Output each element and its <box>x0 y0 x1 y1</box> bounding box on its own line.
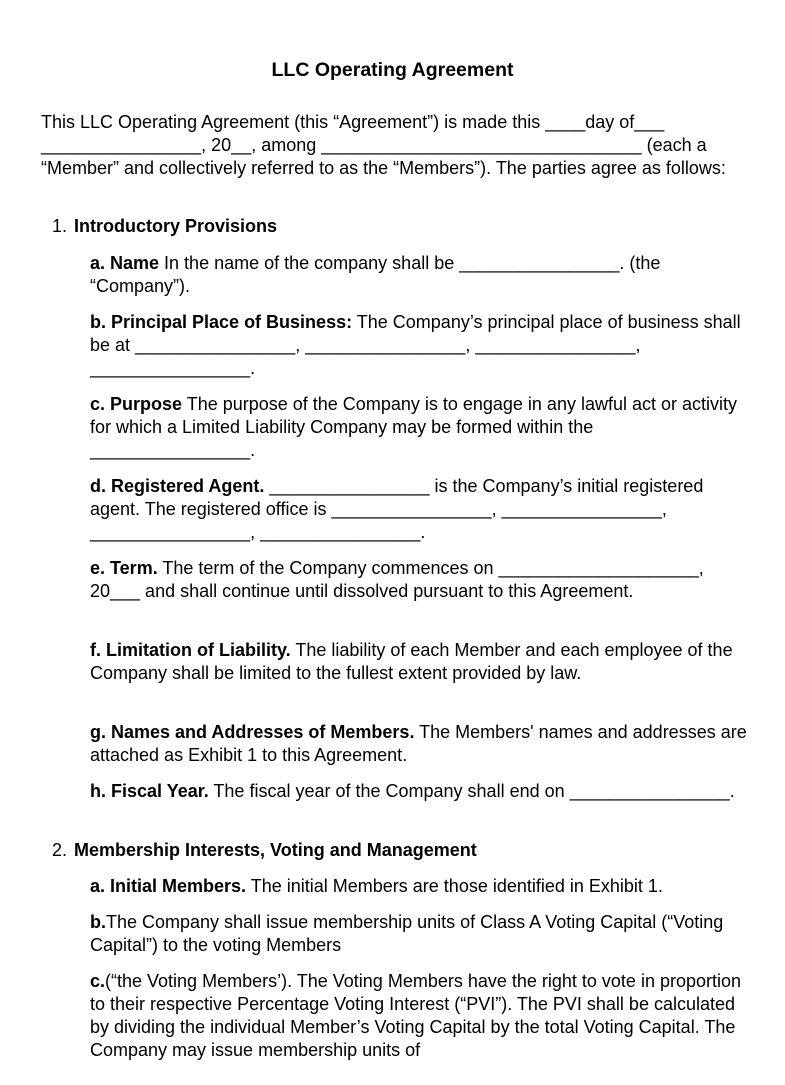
paragraph-fiscal-year <box>90 780 755 803</box>
paragraph-label: c. <box>90 971 106 991</box>
section-title: Introductory Provisions <box>74 216 278 236</box>
paragraph-label: a. Name <box>90 253 160 273</box>
paragraph-term <box>90 557 755 603</box>
paragraph-name <box>90 252 755 298</box>
paragraph-label: d. Registered Agent. <box>90 476 265 496</box>
paragraph-initial-members <box>90 875 755 898</box>
paragraph-label: f. Limitation of Liability. <box>90 640 291 660</box>
paragraph-text: The liability of each Member and each employee of the Company shall be limited to the fullest extent provided by law. <box>90 640 733 683</box>
paragraph-label: h. Fiscal Year. <box>90 781 209 801</box>
intro-paragraph: This LLC Operating Agreement (this “Agreement”) is made this ____day of___ ________________, 20__, among ________________________________ (each a “Member” and collectively referred to as the “Members”). The parties agree as follows: <box>41 112 726 178</box>
paragraph-voting-members <box>90 970 755 1062</box>
paragraph-purpose <box>90 393 755 462</box>
paragraph-text: The purpose of the Company is to engage in any lawful act or activity for which a Limited Liability Company may be formed within the ________________. <box>90 394 738 460</box>
document-title: LLC Operating Agreement <box>271 59 514 81</box>
paragraph-limitation-of-liability <box>90 639 755 685</box>
paragraph-label: c. Purpose <box>90 394 183 414</box>
paragraph-label: b. <box>90 912 106 932</box>
section-title: Membership Interests, Voting and Management <box>74 840 477 860</box>
paragraph-label: g. Names and Addresses of Members. <box>90 722 415 742</box>
paragraph-names-and-addresses <box>90 721 755 767</box>
paragraph-text: The initial Members are those identified in Exhibit 1. <box>246 876 663 896</box>
section-number: 2. <box>52 840 68 860</box>
paragraph-voting-capital <box>90 911 755 957</box>
paragraph-principal-place-of-business <box>90 311 755 380</box>
paragraph-registered-agent <box>90 475 755 544</box>
paragraph-label: e. Term. <box>90 558 158 578</box>
section-heading-membership-interests <box>52 839 477 862</box>
paragraph-text: The fiscal year of the Company shall end on ________________. <box>208 781 735 801</box>
section-number: 1. <box>52 216 68 236</box>
section-heading-introductory-provisions <box>52 215 277 238</box>
paragraph-text: The Members' names and addresses are attached as Exhibit 1 to this Agreement. <box>90 722 747 765</box>
paragraph-text: The term of the Company commences on ____________________, 20___ and shall continue until dissolved pursuant to this Agreement. <box>90 558 704 601</box>
paragraph-label: a. Initial Members. <box>90 876 247 896</box>
paragraph-text: (“the Voting Members’). The Voting Members have the right to vote in proportion to their respective Percentage Voting Interest (“PVI”). The PVI shall be calculated by dividing the individual Member’s Voting Capital by the total Voting Capital. The Company may issue membership units of <box>90 971 742 1060</box>
paragraph-text: The Company’s principal place of business shall be at ________________, ________________, ________________, ________________. <box>90 312 741 378</box>
paragraph-text: The Company shall issue membership units of Class A Voting Capital (“Voting Capital”) to the voting Members <box>90 912 724 955</box>
paragraph-text: In the name of the company shall be ________________. (the “Company”). <box>90 253 661 296</box>
paragraph-label: b. Principal Place of Business: <box>90 312 353 332</box>
paragraph-text: ________________ is the Company’s initial registered agent. The registered office is ________________, ________________, ________________, ________________. <box>90 476 704 542</box>
